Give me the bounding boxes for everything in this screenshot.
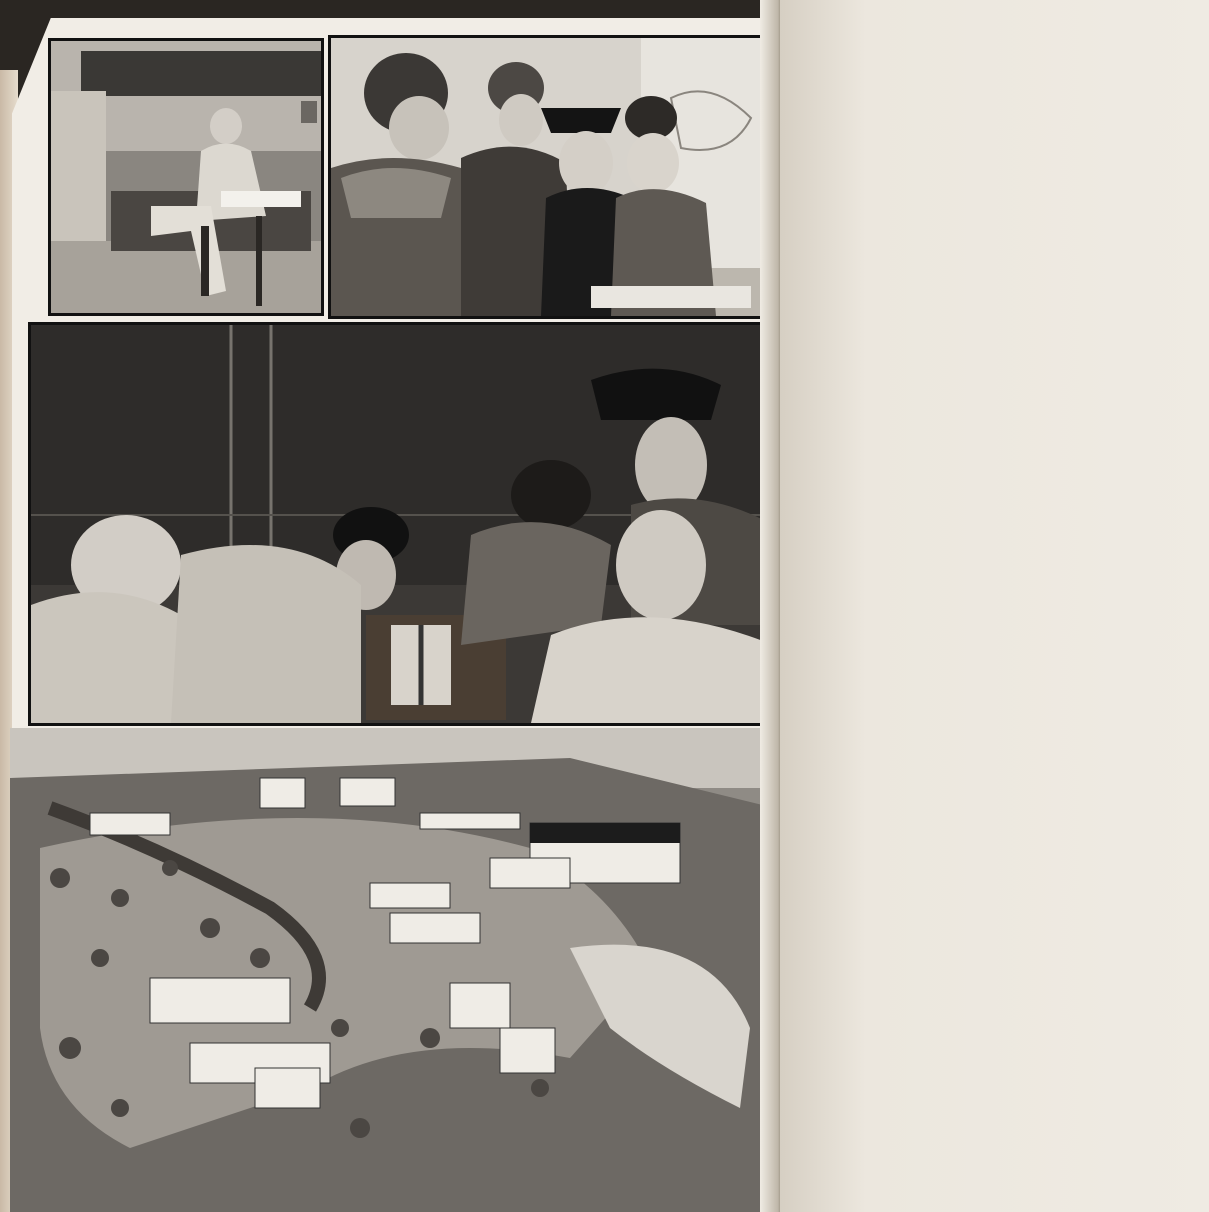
- photo-radio-classroom: [28, 322, 776, 726]
- photo-man-writing: [48, 38, 324, 316]
- right-page: [780, 0, 1209, 1212]
- photo-airmen: [328, 35, 772, 319]
- photo-camp-model: [10, 728, 775, 1212]
